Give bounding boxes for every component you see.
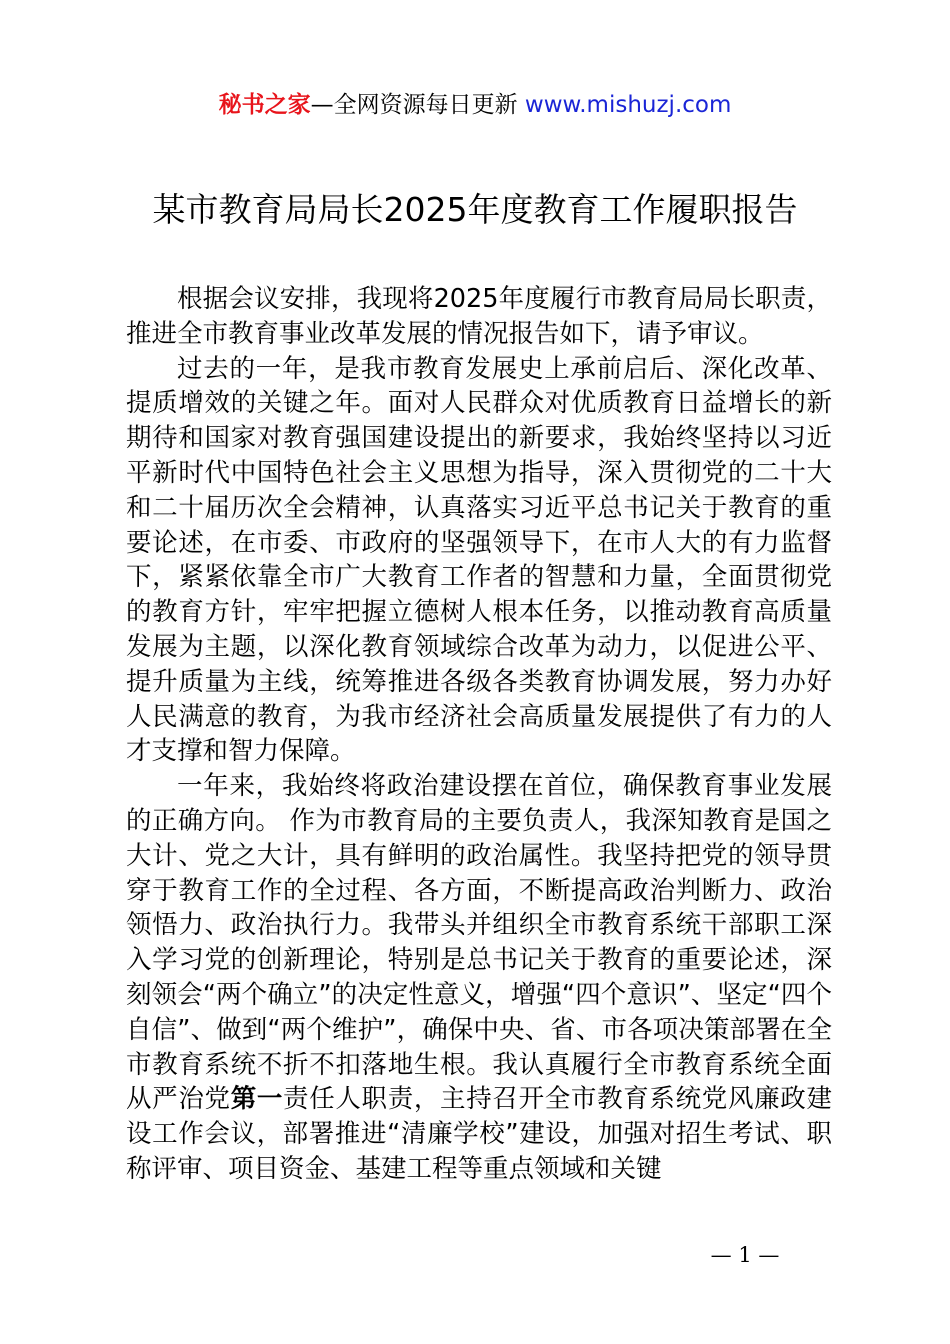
paragraph-overview: 过去的一年，是我市教育发展史上承前启后、深化改革、提质增效的关键之年。面对人民群众对优质教育日益增长的新期待和国家对教育强国建设提出的新要求，我始终坚持以习近平新时代中国特色社会主义思想为指导，深入贯彻党的二十大和二十届历次全会精神，认真落实习近平总书记关于教育的重要论述，在市委、市政府的坚强领导下，在市人大的有力监督下，紧紧依靠全市广大教育工作者的智慧和力量，全面贯彻党的教育方针，牢牢把握立德树人根本任务，以推动教育高质量发展为主题，以深化教育领域综合改革为动力，以促进公平、提升质量为主线，统筹推进各级各类教育协调发展，努力办好人民满意的教育，为我市经济社会高质量发展提供了有力的人才支撑和智力保障。 [126, 353, 832, 767]
paragraph-text-part: 责任人职责，主持召开全市教育系统党风廉政建设工作会议，部署推进“清廉学校”建设，加强对招生考试、职称评审、项目资金、基建工程等重点领域和关键 [126, 1084, 832, 1184]
paragraph-bold-text: 第一 [230, 1084, 284, 1115]
paragraph-political-construction [126, 769, 832, 1187]
page-number: — 1 — [710, 1243, 780, 1267]
site-url-link[interactable]: www.mishuzj.com [524, 92, 732, 118]
document-body [126, 282, 832, 1187]
paragraph-text-part: 一年来，我始终将政治建设摆在首位，确保教育事业发展的正确方向。 作为市教育局的主要负责人，我深知教育是国之大计、党之大计，具有鲜明的政治属性。我坚持把党的领导贯穿于教育工作的全过程、各方面，不断提高政治判断力、政治领悟力、政治执行力。我带头并组织全市教育系统干部职工深入学习党的创新理论，特别是总书记关于教育的重要论述，深刻领会“两个确立”的决定性意义，增强“四个意识”、坚定“四个自信”、做到“两个维护”，确保中央、省、市各项决策部署在全市教育系统不折不扣落地生根。我认真履行全市教育系统全面从严治党 [126, 771, 832, 1115]
document-title: 某市教育局局长2025年度教育工作履职报告 [152, 190, 798, 229]
site-brand: 秘书之家 [218, 92, 311, 118]
site-header-banner [0, 88, 950, 122]
site-slogan: —全网资源每日更新 [310, 92, 525, 118]
paragraph-intro: 根据会议安排，我现将2025年度履行市教育局局长职责，推进全市教育事业改革发展的情况报告如下，请予审议。 [126, 284, 832, 349]
